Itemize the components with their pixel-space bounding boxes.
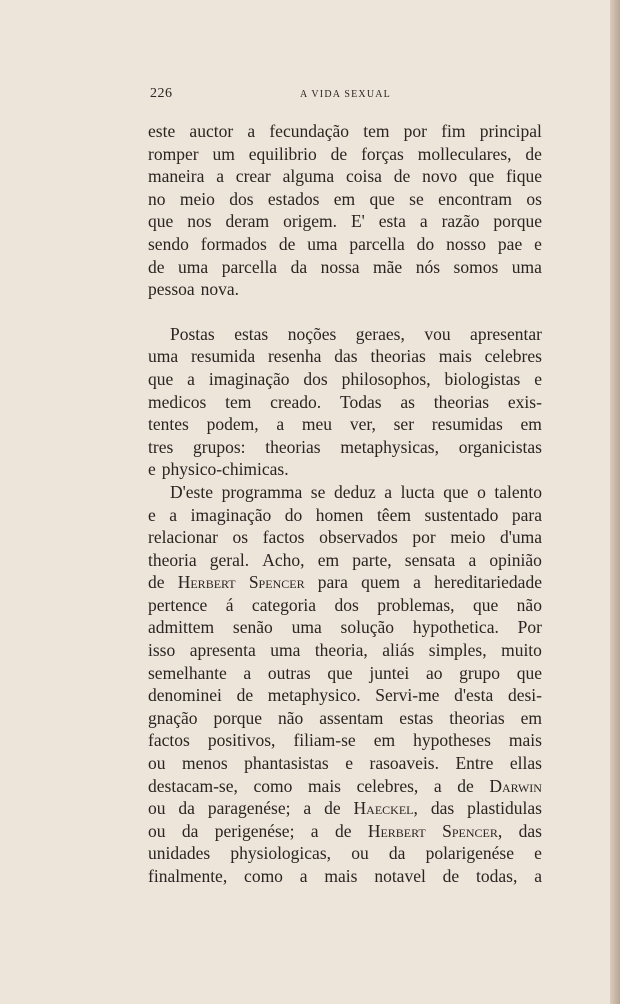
text-line: isso apresenta uma theoria, aliás simples, muito <box>148 640 542 661</box>
text-line: unidades physiologicas, ou da polarigenése e <box>148 843 542 864</box>
text-line: de uma parcella da nossa mãe nós somos uma <box>148 256 542 277</box>
text-line: de Herbert Spencer para quem a hereditariedade <box>148 572 542 593</box>
text-line: medicos tem creado. Todas as theorias exis- <box>148 391 542 412</box>
text-line: Postas estas noções geraes, vou apresentar <box>170 323 542 344</box>
text-line: theoria geral. Acho, em parte, sensata a opinião <box>148 549 542 570</box>
text-line: que a imaginação dos philosophos, biologistas e <box>148 368 542 389</box>
text-line: pessoa nova. <box>148 279 240 300</box>
page-edge <box>610 0 620 1004</box>
running-title: A VIDA SEXUAL <box>300 89 391 100</box>
text-line: admittem senão uma solução hypothetica. Por <box>148 617 542 638</box>
text-line: gnação porque não assentam estas theorias em <box>148 707 542 728</box>
text-line: romper um equilibrio de forças molleculares, de <box>148 143 542 164</box>
text-line: e physico-chimicas. <box>148 459 289 480</box>
text-line: ou da paragenése; a de Haeckel, das plastidulas <box>148 798 542 819</box>
text-line: uma resumida resenha das theorias mais celebres <box>148 346 542 367</box>
text-line: maneira a crear alguma coisa de novo que fique <box>148 166 542 187</box>
text-line: finalmente, como a mais notavel de todas, a <box>148 866 542 886</box>
text-line: relacionar os factos observados por meio d'uma <box>148 527 542 548</box>
text-line: pertence á categoria dos problemas, que não <box>148 594 542 615</box>
page-number: 226 <box>150 86 173 101</box>
text-line: tres grupos: theorias metaphysicas, organicistas <box>148 436 542 457</box>
text-line: factos positivos, filiam-se em hypotheses mais <box>148 730 542 751</box>
text-line: semelhante a outras que juntei ao grupo que <box>148 662 542 683</box>
text-line: que nos deram origem. E' esta a razão porque <box>148 211 542 232</box>
text-line: destacam-se, como mais celebres, a de Darwin <box>148 775 542 796</box>
text-line: e a imaginação do homen têem sustentado para <box>148 504 542 525</box>
paragraph <box>148 481 542 888</box>
body-text <box>148 120 542 888</box>
page-header <box>150 86 540 106</box>
text-line: no meio dos estados em que se encontram os <box>148 188 542 209</box>
text-line: este auctor a fecundação tem por fim principal <box>148 121 542 141</box>
paragraph <box>148 323 542 481</box>
text-line: D'este programma se deduz a lucta que o talento <box>170 481 542 502</box>
text-line: sendo formados de uma parcella do nosso pae e <box>148 233 542 254</box>
text-line: ou da perigenése; a de Herbert Spencer, das <box>148 820 542 841</box>
paragraph <box>148 120 542 301</box>
paragraph-gap <box>148 301 542 323</box>
text-line: denominei de metaphysico. Servi-me d'esta desi- <box>148 685 542 706</box>
text-line: tentes podem, a meu ver, ser resumidas em <box>148 414 542 435</box>
text-line: ou menos phantasistas e rasoaveis. Entre ellas <box>148 753 542 774</box>
